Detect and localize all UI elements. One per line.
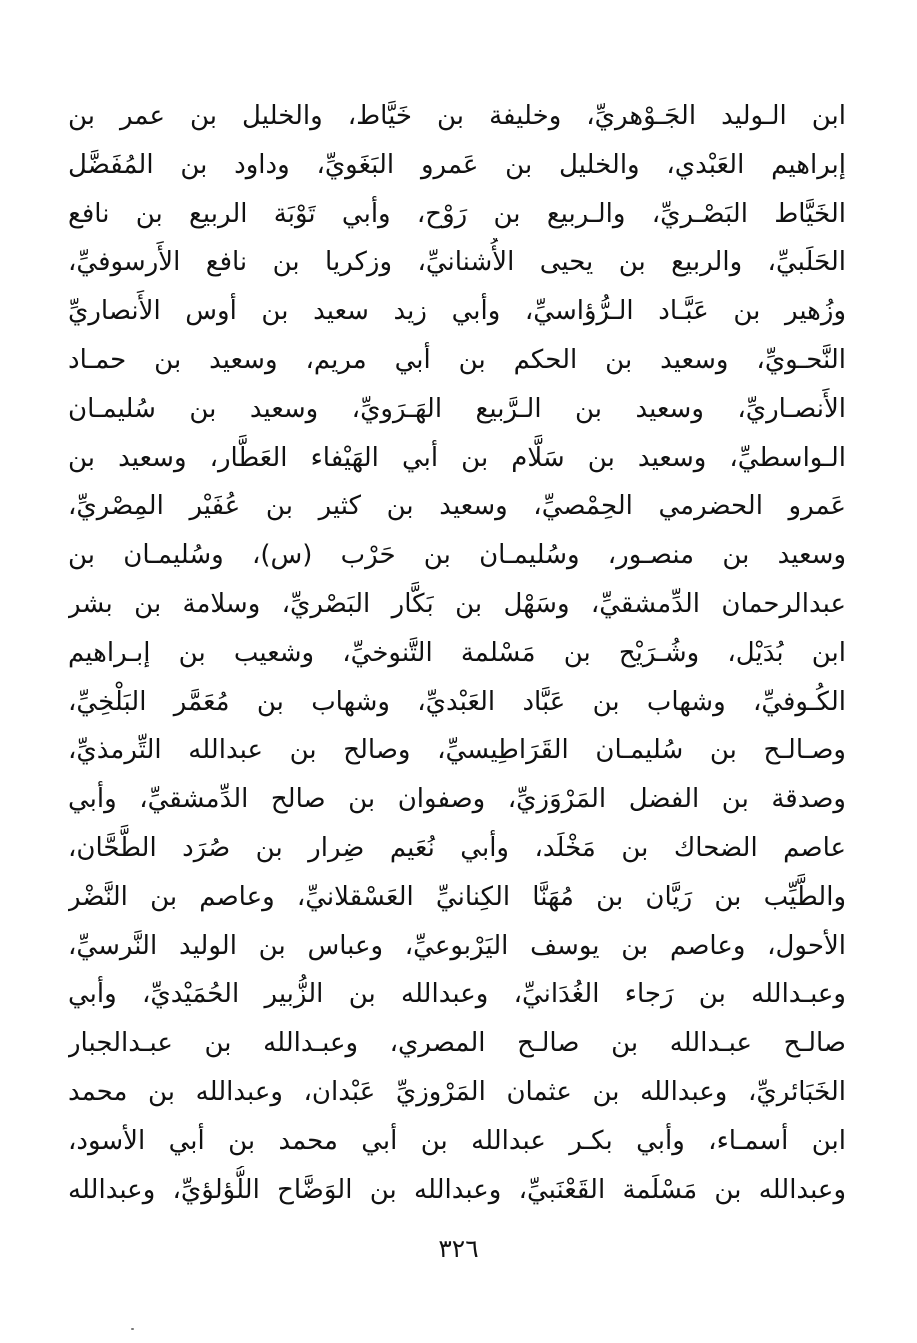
text-line-1: ابن الـوليد الجَـوْهريِّ، وخليفة بن خَيَّاط، والخليل بن عمر بن bbox=[68, 101, 846, 131]
text-line-22: ابن أسمـاء، وأبي بكـر عبدالله بن أبي محمد بن أبي الأسود، bbox=[68, 1125, 846, 1156]
text-line-6: النَّحـويِّ، وسعيد بن الحكم بن أبي مريم، وسعيد بن حمـاد bbox=[68, 344, 846, 375]
text-line-3: الخَيَّاط البَصْـريِّ، والـربيع بن رَوْح، وأبي تَوْبَة الربيع بن نافع bbox=[68, 198, 846, 229]
text-line-8: الـواسطيِّ، وسعيد بن سَلَّام بن أبي الهَيْفاء العَطَّار، وسعيد بن bbox=[68, 442, 846, 473]
text-line-11: عبدالرحمان الدِّمشقيِّ، وسَهْل بن بَكَّار البَصْريِّ، وسلامة بن بشر bbox=[68, 588, 846, 619]
text-line-5: وزُهير بن عَبَّـاد الـرُّؤاسيِّ، وأبي زيد سعيد بن أوس الأَنصاريِّ bbox=[68, 296, 846, 327]
text-line-23: وعبدالله بن مَسْلَمة القَعْنَبيِّ، وعبدالله بن الوَضَّاح اللُّؤلؤيِّ، وعبدالله bbox=[68, 1174, 846, 1205]
text-line-21: الخَبَائريِّ، وعبدالله بن عثمان المَرْوزيِّ عَبْدان، وعبدالله بن محمد bbox=[68, 1076, 846, 1107]
text-line-9: عَمرو الحضرمي الحِمْصيِّ، وسعيد بن كثير بن عُفَيْر المِصْريِّ، bbox=[68, 491, 846, 522]
text-line-7: الأَنصـاريِّ، وسعيد بن الـرَّبيع الهَـرَويِّ، وسعيد بن سُليمـان bbox=[68, 393, 846, 424]
text-line-19: وعبـدالله بن رَجاء الغُدَانيِّ، وعبدالله بن الزُّبير الحُمَيْديِّ، وأبي bbox=[68, 979, 846, 1010]
text-line-13: الكُـوفيِّ، وشهاب بن عَبَّاد العَبْديِّ، وشهاب بن مُعَمَّر البَلْخِيِّ، bbox=[68, 686, 846, 717]
text-line-2: إبراهيم العَبْدي، والخليل بن عَمرو البَغَويِّ، وداود بن المُفَضَّل bbox=[68, 149, 846, 180]
text-line-4: الحَلَبيِّ، والربيع بن يحيى الأُشنانيِّ، وزكريا بن نافع الأَرسوفيِّ، bbox=[68, 247, 846, 278]
text-line-12: ابن بُدَيْل، وشُـرَيْح بن مَسْلمة التَّنوخيِّ، وشعيب بن إبـراهيم bbox=[68, 637, 846, 668]
scan-speck bbox=[131, 1328, 134, 1330]
text-line-20: صالـح عبـدالله بن صالـح المصري، وعبـدالله بن عبـدالجبار bbox=[68, 1028, 846, 1059]
text-line-15: وصدقة بن الفضل المَرْوَزيِّ، وصفوان بن صالح الدِّمشقيِّ، وأبي bbox=[68, 784, 846, 815]
text-line-16: عاصم الضحاك بن مَخْلَد، وأبي نُعَيم ضِرار بن صُرَد الطَّحَّان، bbox=[68, 832, 846, 863]
body-text bbox=[68, 92, 846, 1214]
text-line-18: الأحول، وعاصم بن يوسف اليَرْبوعيِّ، وعباس بن الوليد النَّرسيِّ، bbox=[68, 930, 846, 961]
text-line-14: وصـالـح بن سُليمـان القَرَاطِيسيِّ، وصالح بن عبدالله التِّرمذيِّ، bbox=[68, 735, 846, 766]
text-line-10: وسعيد بن منصـور، وسُليمـان بن حَرْب (س)، وسُليمـان بن bbox=[68, 540, 846, 571]
text-line-17: والطَّيِّب بن رَيَّان بن مُهَنَّا الكِنانيِّ العَسْقلانيِّ، وعاصم بن النَّضْر bbox=[68, 881, 846, 912]
page-number: ٣٢٦ bbox=[438, 1234, 479, 1263]
